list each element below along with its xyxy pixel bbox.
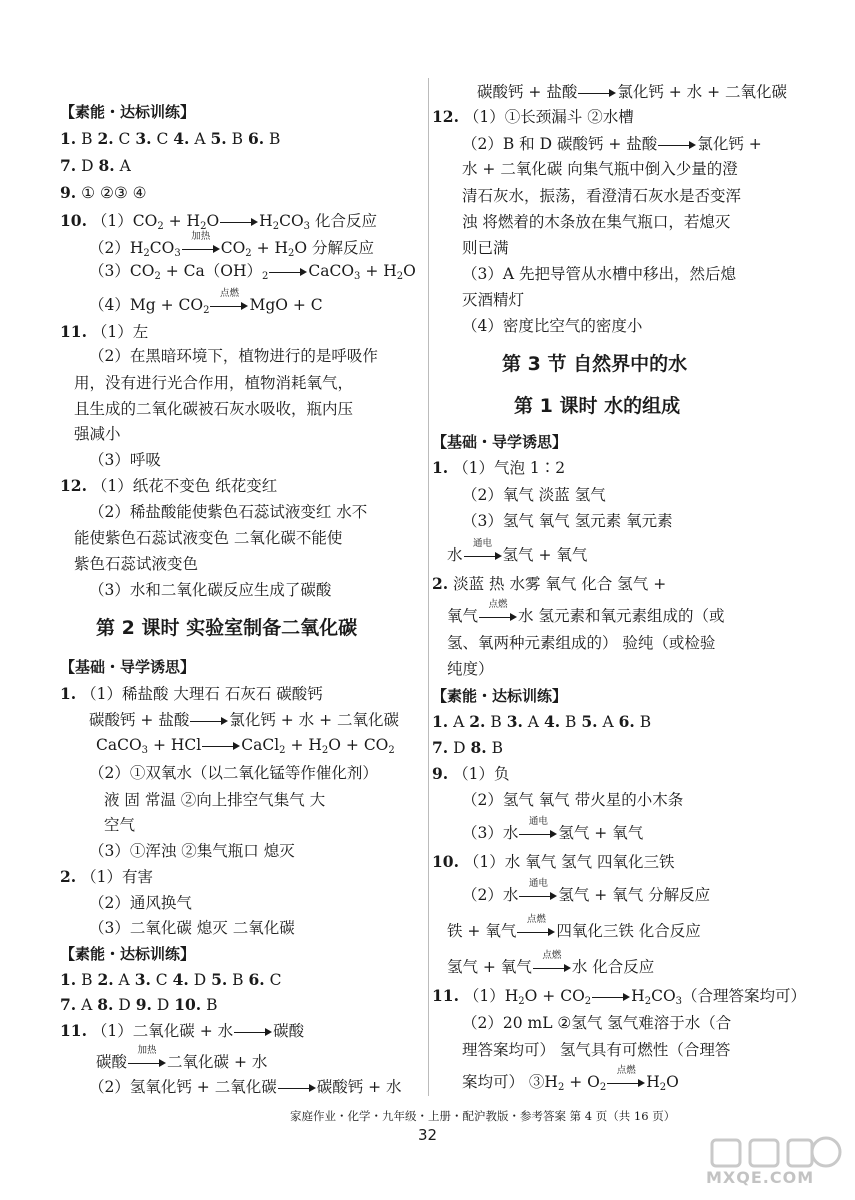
- reaction-arrow: 点燃: [607, 1077, 645, 1089]
- answer-11-2c: 且生成的二氧化碳被石灰水吸收，瓶内压: [74, 400, 354, 418]
- reaction-arrow: 点燃: [517, 926, 555, 938]
- basics-1-2: 碳酸钙 + 盐酸 氯化钙 + 水 + 二氧化碳: [89, 711, 400, 729]
- practice2-11-2: 碳酸 加热 二氧化碳 + 水: [96, 1045, 268, 1071]
- basics-right-1-2: （2）氧气 淡蓝 氢气: [462, 486, 606, 504]
- answer-12-2a-right: （2）B 和 D 碳酸钙 + 盐酸 氯化钙 +: [462, 135, 762, 153]
- column-divider: [428, 78, 429, 1096]
- answer-12-3: （3）水和二氧化碳反应生成了碳酸: [89, 581, 332, 599]
- reaction-arrow: [658, 139, 696, 151]
- answer-12-2d-right: 浊 将燃着的木条放在集气瓶口，若熄灭: [462, 213, 731, 231]
- basics-right-1-1: 1. （1）气泡 1∶2: [432, 458, 566, 477]
- section-heading-practice: 【素能・达标训练】: [60, 103, 196, 121]
- answer-10-3: $(3)CO_2 + Ca(OH)_2$ CaCO$_3$ + $H_2O$: [89, 262, 416, 282]
- watermark-logo: [706, 1132, 846, 1196]
- basics-right-1-3: （3）氢气 氧气 氢元素 氧元素: [462, 512, 673, 530]
- reaction-arrow: [269, 266, 307, 278]
- reaction-arrow: [234, 1026, 272, 1038]
- answer-9: 9. ① ②③ ④: [60, 183, 147, 202]
- reaction-arrow: [278, 1082, 316, 1094]
- section-heading-basics-right: 【基础・导学诱思】: [432, 433, 568, 451]
- basics-1-1: 1. （1）稀盐酸 大理石 石灰石 碳酸钙: [60, 684, 323, 703]
- watermark-text: MXQE.COM: [706, 1168, 815, 1187]
- practice2-11-3: （2）氢氧化钙 + 二氧化碳 碳酸钙 + 水: [89, 1078, 402, 1096]
- answer-12-2c-right: 清石灰水，振荡，看澄清石灰水是否变浑: [462, 187, 742, 205]
- answer-11-1: 11. （1）左: [60, 322, 149, 341]
- lesson-title-1: 第 1 课时 水的组成: [514, 395, 681, 417]
- basics-1-3: CaCO$_3$ + HCl CaCl$_2$ + $H_2O + CO_2$: [96, 736, 395, 756]
- reaction-arrow: 通电: [519, 828, 557, 840]
- basics-right-1-4: 水 通电 氢气 + 氧气: [447, 538, 588, 564]
- practice2-row-1-6: 1. B 2. A 3. C 4. D 5. B 6. C: [60, 970, 282, 989]
- practice-right-row-7-8: 7. D 8. B: [432, 738, 503, 757]
- page-number: 32: [418, 1126, 438, 1144]
- reaction-arrow: [578, 87, 616, 99]
- practice-right-row-1-6: 1. A 2. B 3. A 4. B 5. A 6. B: [432, 712, 652, 731]
- reaction-arrow: [592, 991, 630, 1003]
- answer-12-1-right: 12. （1）①长颈漏斗 ②水槽: [432, 107, 634, 126]
- reaction-arrow: 加热: [128, 1057, 166, 1069]
- answer-11-3: （3）呼吸: [89, 451, 161, 469]
- answer-12-2e-right: 则已满: [462, 239, 509, 257]
- continued-equation: 碳酸钙 + 盐酸 氯化钙 + 水 + 二氧化碳: [477, 83, 788, 101]
- practice-right-9-1: 9. （1）负: [432, 764, 510, 783]
- practice-right-9-2: （2）氢气 氧气 带火星的小木条: [462, 791, 684, 809]
- answer-12-4-right: （4）密度比空气的密度小: [462, 317, 643, 335]
- practice-right-10-4: 氢气 + 氧气 点燃 水 化合反应: [447, 950, 655, 976]
- basics-1-5: （3）①浑浊 ②集气瓶口 熄灭: [89, 842, 295, 860]
- answer-12-2b: 能使紫色石蕊试液变色 二氧化碳不能使: [74, 529, 343, 547]
- answer-12-3b-right: 灭酒精灯: [462, 291, 525, 309]
- answer-11-2a: （2）在黑暗环境下，植物进行的是呼吸作: [89, 347, 378, 365]
- answer-12-3a-right: （3）A 先把导管从水槽中移出，然后熄: [462, 265, 736, 283]
- basics-1-4c: 空气: [104, 816, 136, 834]
- practice-right-11-1: 11. $(1)H_2O + CO_2$ $H_2CO_3$（合理答案均可）: [432, 986, 807, 1007]
- answer-row-7-8: 7. D 8. A: [60, 156, 131, 175]
- section-heading-basics: 【基础・导学诱思】: [60, 658, 196, 676]
- basics-1-4b: 液 固 常温 ②向上排空气集气 大: [104, 791, 326, 809]
- practice2-row-7-10: 7. A 8. D 9. D 10. B: [60, 995, 218, 1014]
- reaction-arrow: [220, 216, 258, 228]
- basics-right-2-3: 氢、氧两种元素组成的） 验纯（或检验: [447, 634, 716, 652]
- practice-right-11-2a: （2）20 mL ②氢气 氢气难溶于水（合: [462, 1014, 732, 1032]
- reaction-arrow: 通电: [519, 890, 557, 902]
- practice-right-10-1: 10. （1）水 氧气 氢气 四氧化三铁: [432, 852, 675, 871]
- reaction-arrow: 点燃: [533, 962, 571, 974]
- reaction-arrow: 加热: [182, 243, 220, 255]
- section-heading-practice-right: 【素能・达标训练】: [432, 687, 568, 705]
- answer-11-2b: 用，没有进行光合作用，植物消耗氧气，: [74, 374, 354, 392]
- answer-12-2c: 紫色石蕊试液变色: [74, 555, 199, 573]
- basics-right-2-1: 2. 淡蓝 热 水雾 氧气 化合 氢气 +: [432, 574, 667, 593]
- basics-right-2-2: 氧气 点燃 水 氢元素和氧元素组成的（或: [447, 599, 725, 625]
- answer-10-2: $(2)H_2CO_3$ 加热 $CO_2 + H_2O$ 分解反应: [89, 231, 375, 259]
- practice-right-10-3: 铁 + 氧气 点燃 四氧化三铁 化合反应: [447, 914, 701, 940]
- reaction-arrow: 点燃: [479, 611, 517, 623]
- answer-10-4: $(4)Mg + CO_2$ 点燃 MgO + C: [89, 288, 323, 316]
- answer-10-1: 10. $(1)CO_2 + H_2O$ $H_2CO_3$ 化合反应: [60, 211, 377, 232]
- section-title-3: 第 3 节 自然界中的水: [502, 353, 688, 375]
- basics-1-4a: （2）①双氧水（以二氧化锰等作催化剂）: [89, 764, 378, 782]
- answer-12-2a: （2）稀盐酸能使紫色石蕊试液变红 水不: [89, 503, 368, 521]
- practice-right-11-3: 案均可） $③H_2 + O_2$ 点燃 $H_2O$: [462, 1065, 679, 1093]
- reaction-arrow: 点燃: [210, 300, 248, 312]
- basics-2-3: （3）二氧化碳 熄灭 二氧化碳: [89, 919, 295, 937]
- answer-11-2d: 强减小: [74, 425, 121, 443]
- basics-2-1: 2. （1）有害: [60, 867, 153, 886]
- practice-right-10-2: （2）水 通电 氢气 + 氧气 分解反应: [462, 878, 711, 904]
- answer-12-1: 12. （1）纸花不变色 纸花变红: [60, 476, 278, 495]
- practice-right-11-2b: 理答案均可） 氢气具有可燃性（合理答: [462, 1041, 731, 1059]
- basics-right-2-4: 纯度）: [447, 660, 494, 678]
- practice2-11-1: 11. （1）二氧化碳 + 水 碳酸: [60, 1021, 305, 1040]
- page-footer: 家庭作业・化学・九年级・上册・配沪教版・参考答案 第 4 页（共 16 页）: [290, 1109, 676, 1123]
- section-heading-practice-2: 【素能・达标训练】: [60, 945, 196, 963]
- reaction-arrow: 通电: [464, 550, 502, 562]
- reaction-arrow: [190, 715, 228, 727]
- lesson-title-2: 第 2 课时 实验室制备二氧化碳: [96, 617, 358, 639]
- basics-2-2: （2）通风换气: [89, 894, 192, 912]
- practice-right-9-3: （3）水 通电 氢气 + 氧气: [462, 816, 644, 842]
- watermark-icon: [706, 1132, 846, 1172]
- answer-12-2b-right: 水 + 二氧化碳 向集气瓶中倒入少量的澄: [462, 160, 738, 178]
- answer-row-1-6: 1. B 2. C 3. C 4. A 5. B 6. B: [60, 129, 281, 148]
- reaction-arrow: [202, 740, 240, 752]
